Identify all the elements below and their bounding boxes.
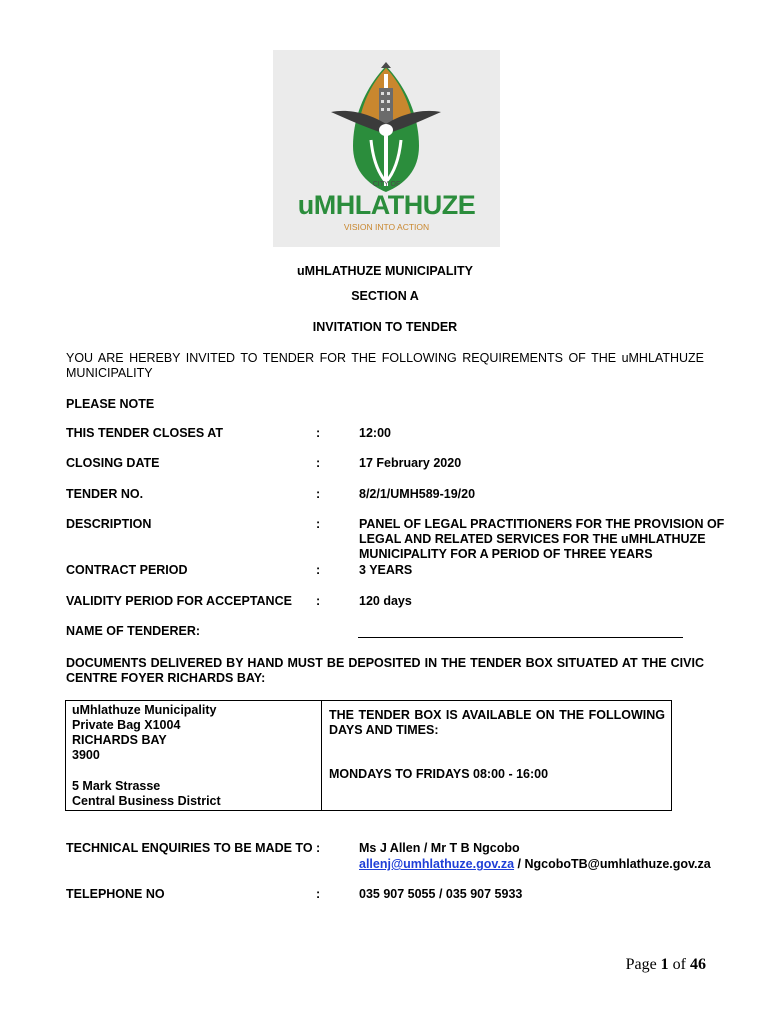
enquiries-label: TECHNICAL ENQUIRIES TO BE MADE TO	[66, 841, 313, 855]
closing-date-value: 17 February 2020	[359, 456, 462, 470]
logo-city-of: CITY OF	[372, 181, 401, 188]
tender-box-hours: MONDAYS TO FRIDAYS 08:00 - 16:00	[329, 767, 549, 781]
address-line: 3900	[72, 748, 100, 762]
address-line: Private Bag X1004	[72, 718, 181, 732]
please-note-heading: PLEASE NOTE	[66, 397, 155, 411]
tender-no-label: TENDER NO.	[66, 487, 144, 501]
logo-name: uMHLATHUZE	[297, 190, 476, 220]
municipality-heading: uMHLATHUZE MUNICIPALITY	[297, 264, 473, 278]
page-word: Page	[625, 956, 657, 973]
description-line-2: LEGAL AND RELATED SERVICES FOR THE uMHLATHUZE	[359, 532, 706, 546]
description-label: DESCRIPTION	[66, 517, 152, 531]
page-number	[626, 956, 706, 974]
validity-value: 120 days	[359, 594, 412, 608]
tender-no-value: 8/2/1/UMH589-19/20	[359, 487, 476, 501]
colon: :	[316, 517, 321, 531]
telephone-value: 035 907 5055 / 035 907 5933	[359, 887, 523, 901]
colon: :	[316, 841, 321, 855]
address-line: RICHARDS BAY	[72, 733, 167, 747]
closes-at-value: 12:00	[359, 426, 391, 440]
section-heading: SECTION A	[351, 289, 419, 303]
tenderer-label: NAME OF TENDERER:	[66, 624, 201, 638]
intro-paragraph: YOU ARE HEREBY INVITED TO TENDER FOR THE FOLLOWING REQUIREMENTS OF THE uMHLATHUZE MUNICIPALITY	[66, 351, 704, 380]
address-line: uMhlathuze Municipality	[72, 703, 217, 717]
address-cell	[66, 701, 322, 810]
closes-at-label: THIS TENDER CLOSES AT	[66, 426, 223, 440]
tender-box-table	[65, 700, 672, 811]
current-page: 1	[660, 956, 669, 973]
delivery-note: DOCUMENTS DELIVERED BY HAND MUST BE DEPOSITED IN THE TENDER BOX SITUATED AT THE CIVIC CENTRE FOYER RICHARDS BAY:	[66, 656, 704, 685]
email-ngcobo: NgcoboTB@umhlathuze.gov.za	[524, 857, 711, 871]
contract-period-label: CONTRACT PERIOD	[66, 563, 188, 577]
description-line-3: MUNICIPALITY FOR A PERIOD OF THREE YEARS	[359, 547, 653, 561]
colon: :	[316, 426, 321, 440]
telephone-label: TELEPHONE NO	[66, 887, 165, 901]
validity-label: VALIDITY PERIOD FOR ACCEPTANCE	[66, 594, 292, 608]
colon: :	[316, 456, 321, 470]
closing-date-label: CLOSING DATE	[66, 456, 160, 470]
enquiries-contact: Ms J Allen / Mr T B Ngcobo	[359, 841, 520, 855]
colon: :	[316, 594, 321, 608]
email-separator: /	[514, 857, 525, 871]
page-title: INVITATION TO TENDER	[312, 320, 458, 334]
enquiries-emails	[359, 857, 711, 872]
email-link-allen[interactable]: allenj@umhlathuze.gov.za	[359, 857, 515, 871]
tender-box-cell	[322, 701, 671, 810]
description-line-1: PANEL OF LEGAL PRACTITIONERS FOR THE PROVISION OF	[359, 517, 725, 531]
tender-box-text: THE TENDER BOX IS AVAILABLE ON THE FOLLOWING DAYS AND TIMES:	[329, 708, 665, 737]
tenderer-name-line[interactable]	[358, 637, 683, 638]
total-pages: 46	[690, 956, 706, 973]
colon: :	[316, 563, 321, 577]
colon: :	[316, 487, 321, 501]
address-line: Central Business District	[72, 794, 221, 808]
address-line: 5 Mark Strasse	[72, 779, 161, 793]
colon: :	[316, 887, 321, 901]
municipality-logo	[273, 50, 500, 247]
logo-tagline: VISION INTO ACTION	[343, 222, 430, 232]
of-word: of	[672, 956, 686, 973]
contract-period-value: 3 YEARS	[359, 563, 413, 577]
